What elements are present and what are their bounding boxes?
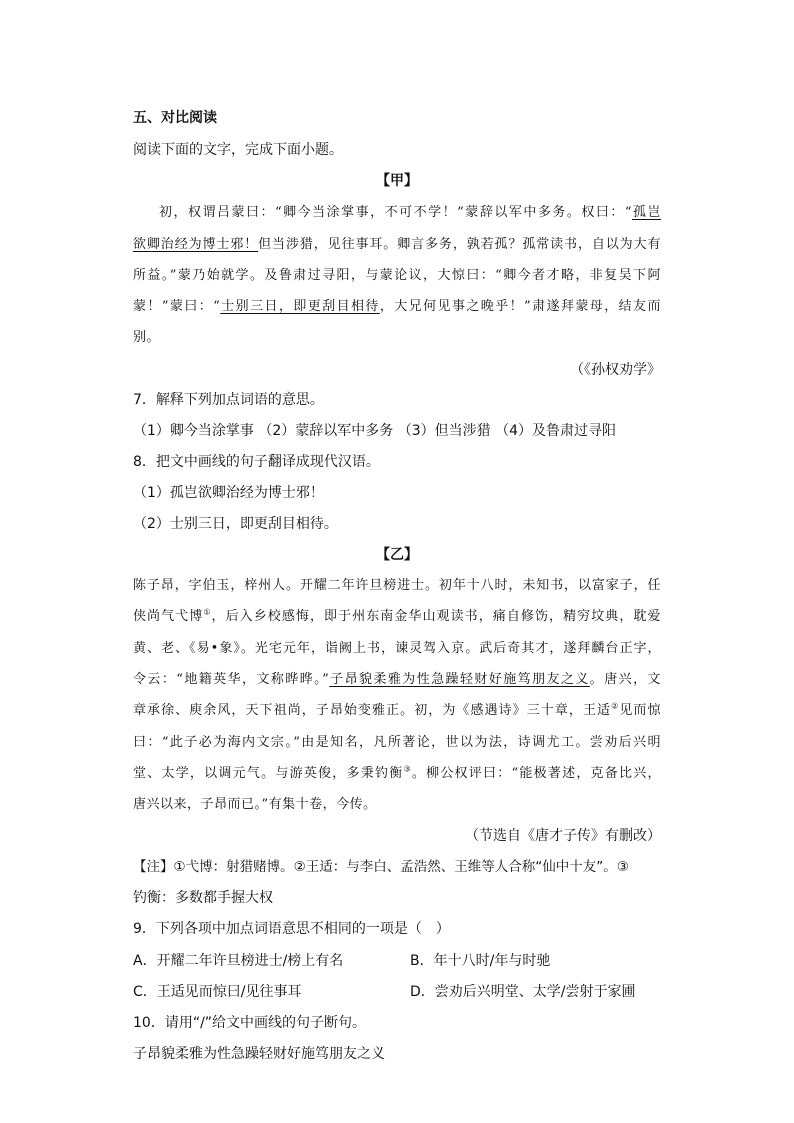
question-7-stem: 7．解释下列加点词语的意思。 <box>133 392 324 408</box>
footnote-marker: ① <box>203 607 212 617</box>
passage-jia-line: 初，权谓吕蒙曰：“卿今当涂掌事，不可不学！”蒙辞以军中多务。权曰：“孤岂 <box>159 205 661 220</box>
underlined-sentence: 子昂貌柔雅为性急躁轻财好施笃朋友之义 <box>329 672 590 687</box>
footnote-marker: ② <box>611 701 620 711</box>
passage-yi-line: 章承徐、庾余风，天下祖尚，子昂始变雅正。初，为《感遇诗》三十章，王适②见而惊 <box>133 701 661 718</box>
passage-yi-line: 令云：“地籍英华，文称晔晔。”子昂貌柔雅为性急躁轻财好施笃朋友之义。唐兴，文 <box>133 672 661 687</box>
option-b: B．年十八时/年与时驰 <box>410 953 551 969</box>
question-7-items: （1）卿今当涂掌事 （2）蒙辞以军中多务 （3）但当涉猎 （4）及鲁肃过寻阳 <box>133 423 616 439</box>
underlined-sentence: 士别三日，即更刮目相待 <box>220 299 380 314</box>
question-8-item-2: （2）士别三日，即更刮目相待。 <box>133 516 338 532</box>
question-10-stem: 10．请用“/”给文中画线的句子断句。 <box>133 1015 367 1031</box>
question-8-stem: 8．把文中画线的句子翻译成现代汉语。 <box>133 454 380 470</box>
question-10-sentence: 子昂貌柔雅为性急躁轻财好施笃朋友之义 <box>133 1046 385 1062</box>
passage-jia-label: 【甲】 <box>376 173 418 189</box>
note-line-2: 钓衡：多数都手握大权 <box>133 890 273 906</box>
instruction: 阅读下面的文字，完成下面小题。 <box>133 142 343 158</box>
question-8-item-1: （1）孤岂欲卿治经为博士邪！ <box>133 485 324 501</box>
underlined-sentence: 欲卿治经为博士邪！ <box>133 237 259 252</box>
passage-jia-line: 蒙！”蒙曰：“士别三日，即更刮目相待，大兄何见事之晚乎！”肃遂拜蒙母，结友而 <box>133 299 661 314</box>
question-9-stem: 9．下列各项中加点词语意思不相同的一项是（ ） <box>133 921 450 937</box>
passage-yi-line: 唐兴以来，子昂而已。”有集十卷，今传。 <box>133 797 377 812</box>
underlined-sentence: 孤岂 <box>631 205 661 220</box>
passage-jia-source: （《孙权劝学》 <box>570 362 661 378</box>
passage-yi-line: 侠尚气弋博①，后入乡校感悔，即于州东南金华山观读书，痛自修饬，精穷坟典，耽爱 <box>133 607 661 624</box>
passage-yi-line: 曰：“此子必为海内文宗。”由是知名，凡所著论，世以为法，诗调尤工。尝劝后兴明 <box>133 735 661 750</box>
passage-jia-line: 欲卿治经为博士邪！但当涉猎，见往事耳。卿言多务，孰若孤？孤常读书，自以为大有 <box>133 237 661 252</box>
passage-yi-line: 堂、太学，以调元气。与游英俊，多秉钓衡③。柳公权评曰：“能极著述，克备比兴， <box>133 764 661 781</box>
option-a: A．开耀二年许旦榜进士/榜上有名 <box>133 953 344 969</box>
passage-yi-source: （节选自《唐才子传》有删改） <box>465 828 661 844</box>
option-c: C．王适见而惊曰/见往事耳 <box>133 984 302 1000</box>
footnote-marker: ③ <box>403 764 412 774</box>
passage-yi-line: 陈子昂，字伯玉，梓州人。开耀二年许旦榜进士。初年十八时，未知书，以富家子，任 <box>133 578 661 593</box>
section-title: 五、对比阅读 <box>133 110 217 126</box>
note-line-1: 【注】①弋博：射猎赌博。②王适：与李白、孟浩然、王维等人合称“仙中十友”。③ <box>133 859 629 875</box>
passage-jia-line: 别。 <box>133 330 161 345</box>
passage-yi-line: 黄、老、《易•象》。光宅元年，诣阙上书，谏灵驾入京。武后奇其才，遂拜麟台正字， <box>133 641 661 656</box>
option-d: D．尝劝后兴明堂、太学/尝射于家圃 <box>410 984 636 1000</box>
passage-yi-label: 【乙】 <box>376 547 418 563</box>
passage-jia-line: 所益。”蒙乃始就学。及鲁肃过寻阳，与蒙论议，大惊曰：“卿今者才略，非复吴下阿 <box>133 268 661 283</box>
